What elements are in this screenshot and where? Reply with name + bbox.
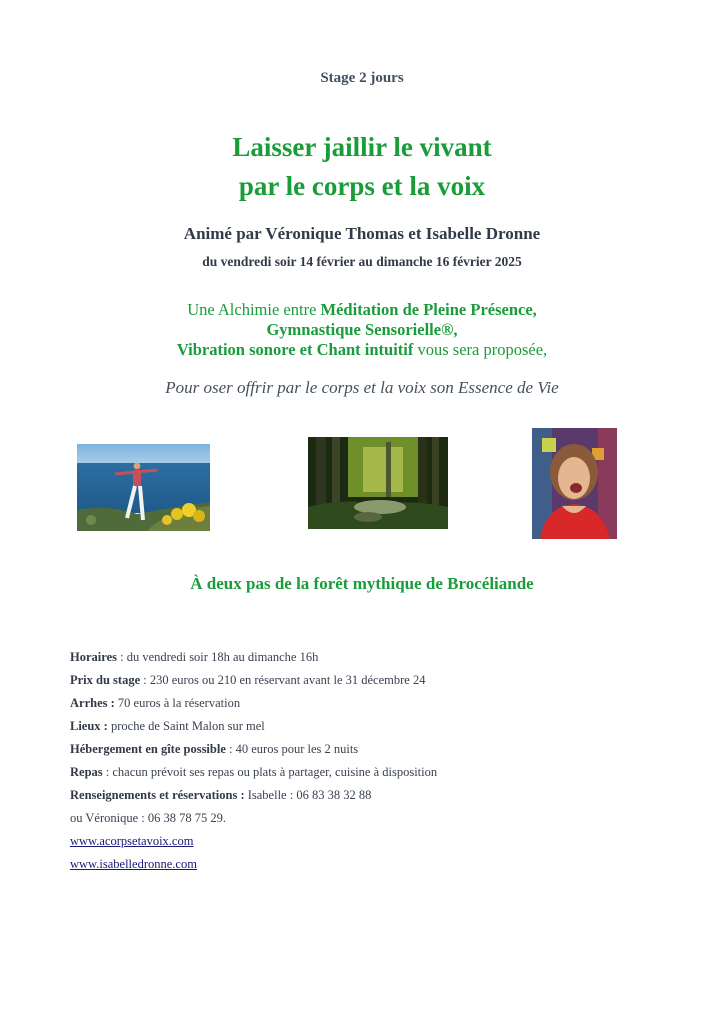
website-link-acorpsetavoix[interactable]: www.acorpsetavoix.com [70,834,194,848]
lodging-label: Hébergement en gîte possible [70,742,226,756]
info-value: Isabelle : 06 83 38 32 88 [244,788,372,802]
intro-suffix: vous sera proposée, [413,340,548,359]
intro-line-3 [0,340,724,360]
intro-gymnastics: Gymnastique Sensorielle®, [266,320,458,339]
title-line-1: Laisser jaillir le vivant [232,132,492,162]
tagline: Pour oser offrir par le corps et la voix son Essence de Vie [165,378,559,397]
hours-label: Horaires [70,650,117,664]
meals-value: : chacun prévoit ses repas ou plats à partager, cuisine à disposition [102,765,438,779]
price-value: : 230 euros ou 210 en réservant avant le 31 décembre 24 [140,673,426,687]
link-row-1 [70,832,690,855]
woman-by-the-sea-photo [77,444,210,531]
website-link-isabelledronne[interactable]: www.isabelledronne.com [70,857,197,871]
place-label: Lieux : [70,719,108,733]
deposit-value: 70 euros à la réservation [114,696,241,710]
stage-duration: Stage 2 jours [320,70,404,86]
detail-deposit [70,694,690,717]
detail-lodging [70,740,690,763]
intro-prefix: Une Alchimie entre [187,300,321,319]
detail-hours [70,648,690,671]
intro-text [0,300,724,360]
page-title [0,128,724,206]
place-value: proche de Saint Malon sur mel [107,719,265,733]
laughing-woman-portrait [532,428,617,539]
title-line-2: par le corps et la voix [238,171,486,201]
price-label: Prix du stage [70,673,141,687]
intro-meditation: Méditation de Pleine Présence, [320,300,537,319]
deposit-label: Arrhes : [70,696,115,710]
animators: Animé par Véronique Thomas et Isabelle Dronne [183,224,541,243]
intro-vibration: Vibration sonore et Chant intuitif [176,340,414,359]
intro-line-2 [0,320,724,340]
dates: du vendredi soir 14 février au dimanche 16 février 2025 [202,254,522,269]
detail-info [70,786,690,809]
lodging-value: : 40 euros pour les 2 nuits [225,742,359,756]
link-row-2 [70,855,690,878]
info-label: Renseignements et réservations : [70,788,245,802]
forest-stream-photo [308,437,448,529]
detail-price [70,671,690,694]
meals-label: Repas [70,765,103,779]
detail-info-2: ou Véronique : 06 38 78 75 29. [70,811,227,825]
practical-details [70,648,690,878]
intro-line-1 [0,300,724,320]
detail-meals [70,763,690,786]
detail-place [70,717,690,740]
location-heading: À deux pas de la forêt mythique de Brocéliande [190,574,534,593]
hours-value: : du vendredi soir 18h au dimanche 16h [116,650,319,664]
